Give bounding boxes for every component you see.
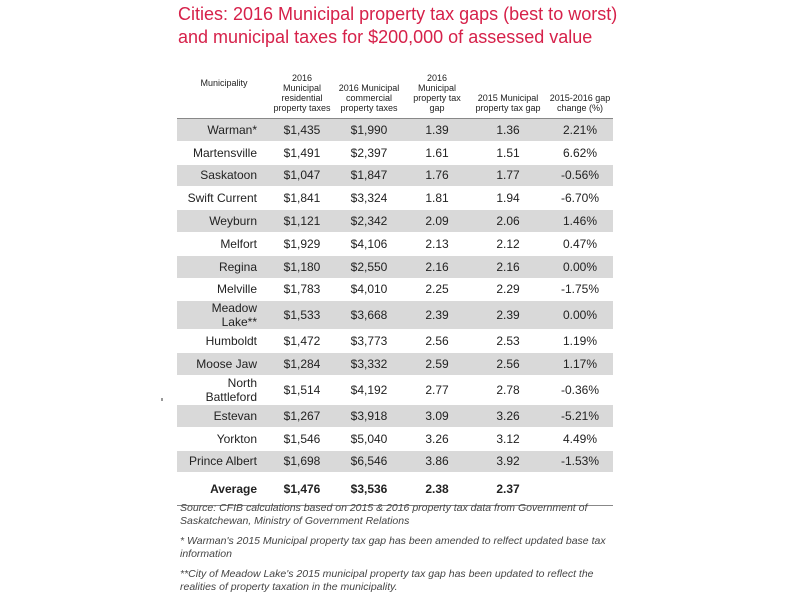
tax-gap-table — [177, 53, 613, 506]
table-row — [177, 427, 613, 450]
cell-residential: $1,533 — [271, 301, 333, 330]
cell-gap-2015: 2.12 — [469, 232, 547, 255]
cell-gap-change: 0.00% — [547, 301, 613, 330]
table-body — [177, 119, 613, 473]
cell-residential: $1,491 — [271, 141, 333, 164]
cell-residential: $1,121 — [271, 210, 333, 233]
cell-gap-2016: 3.09 — [405, 404, 469, 427]
cell-residential: $1,514 — [271, 375, 333, 404]
cell-gap-2015: 2.53 — [469, 330, 547, 353]
cell-gap-2016: 1.61 — [405, 141, 469, 164]
footnote-meadow-lake: **City of Meadow Lake's 2015 municipal property tax gap has been updated to reflect the realities of property taxation in the municipality. — [180, 568, 594, 593]
cell-gap-change: 1.19% — [547, 330, 613, 353]
cell-residential: $1,435 — [271, 119, 333, 142]
cell-municipality: Warman* — [177, 119, 271, 142]
table-row — [177, 404, 613, 427]
cell-municipality: Regina — [177, 255, 271, 278]
header-municipality: Municipality — [200, 78, 248, 88]
cell-residential: $1,929 — [271, 232, 333, 255]
title-line-2: and municipal taxes for $200,000 of assessed value — [178, 27, 593, 47]
table-row — [177, 164, 613, 187]
cell-gap-2015: 1.94 — [469, 187, 547, 210]
table-row — [177, 187, 613, 210]
cell-gap-2016: 1.81 — [405, 187, 469, 210]
cell-gap-2015: 1.77 — [469, 164, 547, 187]
header-gap-2016: 2016 Municipal property tax gap — [413, 73, 461, 113]
cell-commercial: $1,847 — [333, 164, 405, 187]
cell-gap-change: 2.21% — [547, 119, 613, 142]
cell-gap-change: -0.36% — [547, 375, 613, 404]
cell-gap-change: -1.53% — [547, 450, 613, 473]
table-row — [177, 255, 613, 278]
cell-municipality: Moose Jaw — [177, 353, 271, 376]
cell-municipality: Melfort — [177, 232, 271, 255]
table-header-row — [177, 53, 613, 113]
cell-municipality: Humboldt — [177, 330, 271, 353]
cell-commercial: $2,342 — [333, 210, 405, 233]
cell-gap-2016: 2.59 — [405, 353, 469, 376]
cell-commercial: $2,550 — [333, 255, 405, 278]
average-residential: $1,476 — [271, 473, 333, 506]
cell-residential: $1,783 — [271, 278, 333, 301]
table-row — [177, 450, 613, 473]
cell-gap-change: -1.75% — [547, 278, 613, 301]
cell-gap-2015: 2.56 — [469, 353, 547, 376]
cell-gap-2016: 2.39 — [405, 301, 469, 330]
cell-gap-change: -6.70% — [547, 187, 613, 210]
cell-gap-2015: 2.39 — [469, 301, 547, 330]
cell-gap-2016: 2.16 — [405, 255, 469, 278]
header-residential: 2016 Municipal residential property taxes — [273, 73, 331, 113]
cell-gap-2015: 2.16 — [469, 255, 547, 278]
cell-municipality: Martensville — [177, 141, 271, 164]
cell-gap-2016: 2.77 — [405, 375, 469, 404]
table-row — [177, 353, 613, 376]
average-commercial: $3,536 — [333, 473, 405, 506]
page-title — [178, 3, 638, 49]
cell-gap-2016: 1.76 — [405, 164, 469, 187]
cell-gap-2015: 1.51 — [469, 141, 547, 164]
table-row — [177, 330, 613, 353]
cell-municipality: Weyburn — [177, 210, 271, 233]
average-gap-2016: 2.38 — [405, 473, 469, 506]
cell-gap-2016: 2.56 — [405, 330, 469, 353]
table-row — [177, 301, 613, 330]
cell-commercial: $3,918 — [333, 404, 405, 427]
cell-municipality: Yorkton — [177, 427, 271, 450]
cell-gap-2015: 3.12 — [469, 427, 547, 450]
cell-gap-2016: 2.13 — [405, 232, 469, 255]
cell-residential: $1,267 — [271, 404, 333, 427]
cell-commercial: $3,324 — [333, 187, 405, 210]
cell-municipality: Swift Current — [177, 187, 271, 210]
cell-gap-change: 6.62% — [547, 141, 613, 164]
cell-residential: $1,284 — [271, 353, 333, 376]
cell-gap-2015: 2.78 — [469, 375, 547, 404]
cell-commercial: $4,010 — [333, 278, 405, 301]
source-note: Source: CFIB calculations based on 2015 & 2016 property tax data from Government of Saskatchewan, Ministry of Government Relations — [180, 502, 588, 527]
average-gap-2015: 2.37 — [469, 473, 547, 506]
cell-residential: $1,180 — [271, 255, 333, 278]
cell-municipality: Prince Albert — [177, 450, 271, 473]
cell-gap-2015: 1.36 — [469, 119, 547, 142]
header-commercial: 2016 Municipal commercial property taxes — [338, 83, 400, 113]
stray-mark — [161, 398, 163, 401]
table-row — [177, 278, 613, 301]
cell-gap-2016: 3.26 — [405, 427, 469, 450]
average-change — [547, 473, 613, 506]
cell-gap-change: 1.17% — [547, 353, 613, 376]
cell-commercial: $3,668 — [333, 301, 405, 330]
cell-residential: $1,047 — [271, 164, 333, 187]
cell-municipality: Melville — [177, 278, 271, 301]
header-gap-2015: 2015 Municipal property tax gap — [475, 93, 541, 113]
title-line-1: Cities: 2016 Municipal property tax gaps (best to worst) — [178, 4, 618, 24]
cell-commercial: $5,040 — [333, 427, 405, 450]
cell-gap-2016: 2.09 — [405, 210, 469, 233]
cell-commercial: $4,192 — [333, 375, 405, 404]
cell-gap-change: 1.46% — [547, 210, 613, 233]
cell-gap-2015: 2.29 — [469, 278, 547, 301]
cell-gap-change: 0.00% — [547, 255, 613, 278]
cell-gap-change: 0.47% — [547, 232, 613, 255]
cell-gap-2016: 2.25 — [405, 278, 469, 301]
cell-residential: $1,841 — [271, 187, 333, 210]
average-row — [177, 473, 613, 506]
table-row — [177, 141, 613, 164]
cell-municipality: Estevan — [177, 404, 271, 427]
cell-commercial: $4,106 — [333, 232, 405, 255]
table-row — [177, 119, 613, 142]
average-label: Average — [177, 473, 271, 506]
cell-commercial: $2,397 — [333, 141, 405, 164]
table-row — [177, 375, 613, 404]
cell-gap-change: -0.56% — [547, 164, 613, 187]
cell-gap-2016: 3.86 — [405, 450, 469, 473]
cell-gap-2015: 2.06 — [469, 210, 547, 233]
table-row — [177, 232, 613, 255]
cell-municipality: North Battleford — [177, 375, 271, 404]
footnote-warman: * Warman's 2015 Municipal property tax gap has been amended to relfect updated base tax information — [180, 535, 606, 560]
cell-gap-2015: 3.26 — [469, 404, 547, 427]
footnotes — [180, 502, 620, 601]
cell-gap-change: 4.49% — [547, 427, 613, 450]
cell-commercial: $1,990 — [333, 119, 405, 142]
table-row — [177, 210, 613, 233]
header-gap-change: 2015-2016 gap change (%) — [549, 93, 611, 113]
cell-residential: $1,698 — [271, 450, 333, 473]
cell-commercial: $3,332 — [333, 353, 405, 376]
cell-municipality: Saskatoon — [177, 164, 271, 187]
cell-municipality: Meadow Lake** — [177, 301, 271, 330]
cell-gap-2016: 1.39 — [405, 119, 469, 142]
cell-residential: $1,472 — [271, 330, 333, 353]
cell-gap-2015: 3.92 — [469, 450, 547, 473]
cell-commercial: $3,773 — [333, 330, 405, 353]
cell-residential: $1,546 — [271, 427, 333, 450]
cell-gap-change: -5.21% — [547, 404, 613, 427]
cell-commercial: $6,546 — [333, 450, 405, 473]
